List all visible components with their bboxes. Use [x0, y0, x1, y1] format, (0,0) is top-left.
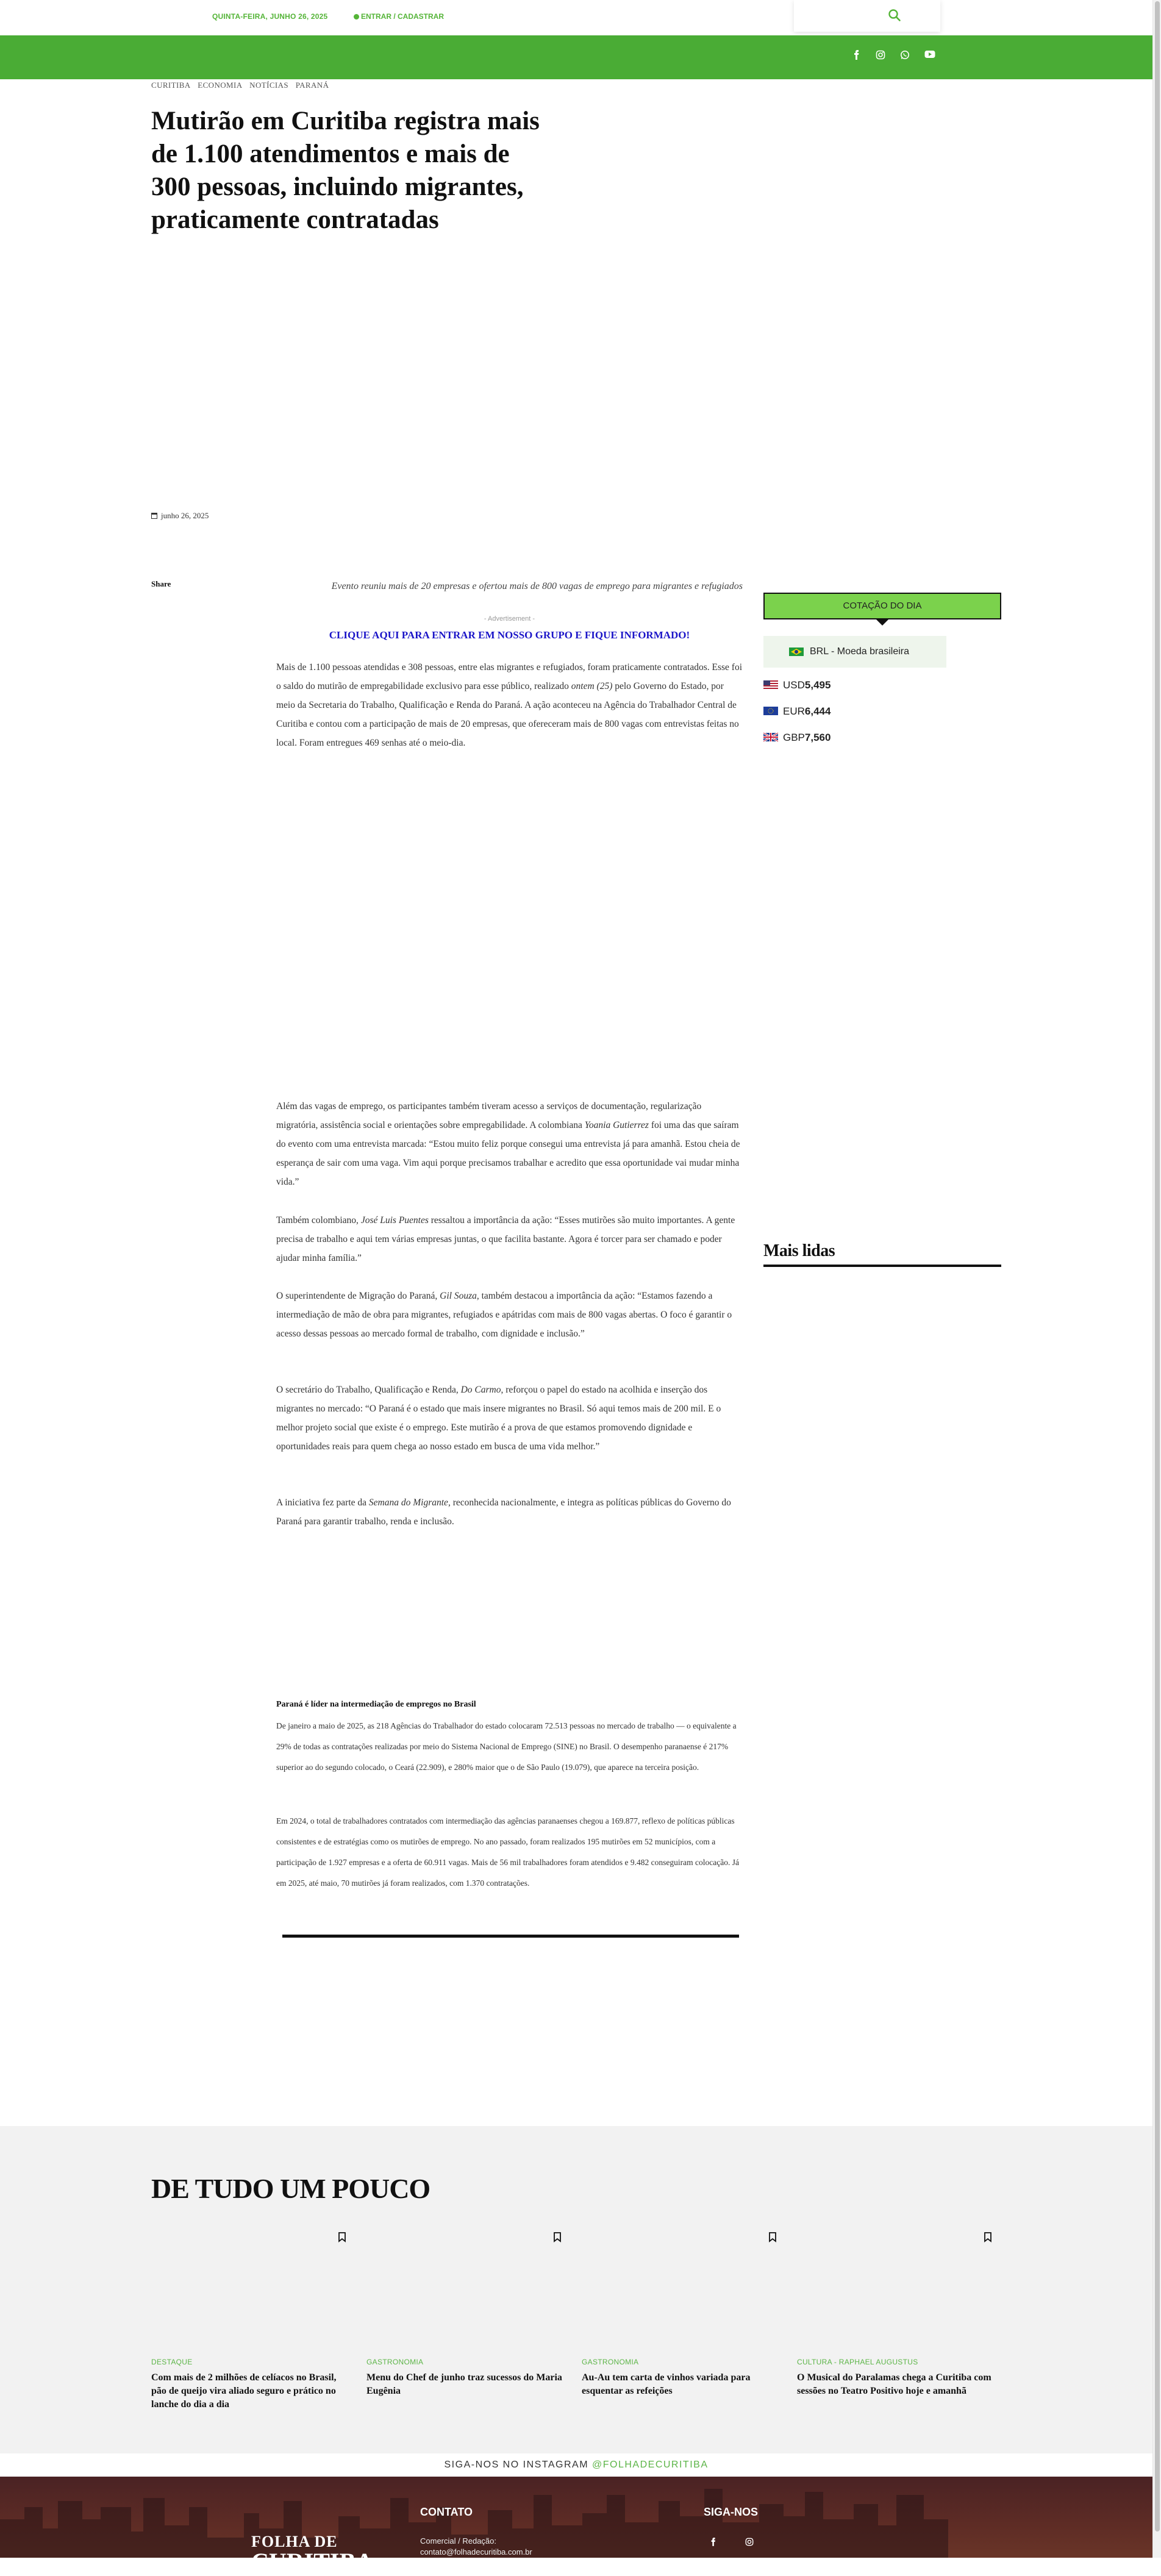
page-scrollbar[interactable]: [1152, 0, 1161, 2558]
currency-code: EUR: [783, 705, 805, 717]
login-label: ENTRAR / CADASTRAR: [361, 12, 444, 21]
join-group-link[interactable]: CLIQUE AQUI PARA ENTRAR EM NOSSO GRUPO E FIQUE INFORMADO!: [329, 629, 690, 641]
header-notch: [876, 619, 888, 626]
card-category[interactable]: CULTURA - RAPHAEL AUGUSTUS: [797, 2358, 918, 2366]
login-link[interactable]: [354, 12, 444, 21]
instagram-icon[interactable]: [745, 2538, 754, 2549]
bookmark-icon[interactable]: [984, 2232, 992, 2242]
share-label[interactable]: Share: [151, 579, 171, 588]
contact-heading: CONTATO: [420, 2506, 473, 2518]
search-box[interactable]: [794, 0, 940, 32]
related-heading: DE TUDO UM POUCO: [151, 2173, 430, 2204]
card-thumbnail[interactable]: [151, 2225, 352, 2347]
current-date: QUINTA-FEIRA, JUNHO 26, 2025: [212, 12, 328, 21]
category-link[interactable]: PARANÁ: [295, 80, 329, 90]
article-title: Mutirão em Curitiba registra mais de 1.100 atendimentos e mais de 300 pessoas, incluindo migrantes, praticamente contratadas: [151, 107, 540, 234]
base-currency-selector[interactable]: [763, 636, 946, 668]
bookmark-icon[interactable]: [338, 2232, 346, 2242]
related-card[interactable]: [151, 2225, 352, 2411]
article-end-divider: [282, 1935, 739, 1938]
card-title[interactable]: Com mais de 2 milhões de celíacos no Brasil, pão de queijo vira aliado seguro e prático no lanche do dia a dia: [151, 2372, 337, 2410]
uk-flag-icon: [763, 733, 778, 741]
card-title[interactable]: Menu do Chef de junho traz sucessos do Maria Eugênia: [366, 2372, 562, 2396]
card-category[interactable]: GASTRONOMIA: [582, 2358, 639, 2366]
related-card[interactable]: [797, 2225, 998, 2398]
article-paragraph: O secretário do Trabalho, Qualificação e Renda, Do Carmo, reforçou o papel do estado na acolhida e inserção dos migrantes no mercado: “O Paraná é o estado que mais insere migrantes no Brasil. Só aqui temos mais de 200 mil. E o melhor projeto social que existe é o emprego. Este mutirão é a prova de que estamos promovendo dignidade e oportunidades reais para quem chega ao nosso estado em busca de uma vida melhor.”: [276, 1385, 721, 1452]
exchange-rates-title: COTAÇÃO DO DIA: [843, 601, 922, 611]
article-paragraph: Mais de 1.100 pessoas atendidas e 308 pessoas, entre elas migrantes e refugiados, foram praticamente contratados. Esse foi o saldo do mutirão de empregabilidade exclusivo para esse público, realizado ontem (25) pelo Governo do Estado, por meio da Secretaria do Trabalho, Qualificação e Renda do Paraná. A ação aconteceu na Agência do Trabalhador Central de Curitiba e contou com a participação de mais de 20 empresas, que ofereceram mais de 800 vagas com entrevistas feitas no local. Foram entregues 469 senhas até o meio-dia.: [276, 662, 742, 748]
contact-email-link[interactable]: contato@folhadecuritiba.com.br: [420, 2547, 532, 2556]
related-card[interactable]: [366, 2225, 568, 2398]
card-thumbnail[interactable]: [366, 2225, 568, 2347]
bookmark-icon[interactable]: [553, 2232, 562, 2242]
most-read-divider: [763, 1265, 1001, 1267]
top-bar: [0, 0, 1152, 35]
card-title[interactable]: O Musical do Paralamas chega a Curitiba com sessões no Teatro Positivo hoje e amanhã: [797, 2372, 991, 2396]
currency-value: 7,560: [804, 732, 831, 743]
category-link[interactable]: CURITIBA: [151, 80, 191, 90]
city-skyline-illustration: [0, 2477, 1152, 2558]
follow-heading: SIGA-NOS: [704, 2506, 759, 2518]
user-icon: [354, 14, 359, 20]
article-paragraph: Também colombiano, José Luis Puentes ressaltou a importância da ação: “Esses mutirões são muito importantes. A gente precisa de trabalho e aqui tem várias empresas juntas, o que facilita bastante. Agora é torcer para ser chamado e poder ajudar minha família.”: [276, 1215, 735, 1263]
logo-line: CURITIBA: [251, 2548, 374, 2575]
category-link[interactable]: NOTÍCIAS: [249, 80, 289, 90]
article-paragraph: Em 2024, o total de trabalhadores contratados com intermediação das agências paranaenses chegou a 169.877, reflexo de políticas públicas consistentes e de estratégias como os mutirões de emprego. No ano passado, foram realizados 195 mutirões em 52 municípios, com a participação de 1.927 empresas e a oferta de 60.911 vagas. Mais de 56 mil trabalhadores foram atendidos e 9.482 conseguiram colocação. Já em 2025, até maio, 70 mutirões já foram realizados, com 1.370 contratações.: [276, 1816, 739, 1888]
article-subtitle: Evento reuniu mais de 20 empresas e ofertou mais de 800 vagas de emprego para migrantes e refugiados: [331, 581, 743, 591]
card-category[interactable]: DESTAQUE: [151, 2358, 193, 2366]
most-read-heading: Mais lidas: [763, 1241, 835, 1260]
advertisement-label: - Advertisement -: [484, 615, 535, 623]
rate-row: [763, 705, 831, 718]
card-category[interactable]: GASTRONOMIA: [366, 2358, 424, 2366]
scrollbar-thumb[interactable]: [1155, 1, 1160, 2531]
card-thumbnail[interactable]: [797, 2225, 998, 2347]
exchange-rates-header: [763, 593, 1001, 619]
eu-flag-icon: [763, 707, 778, 715]
contact-label: Comercial / Redação:: [420, 2536, 496, 2546]
base-currency-label: BRL - Moeda brasileira: [810, 646, 910, 657]
us-flag-icon: [763, 680, 778, 689]
instagram-handle-link[interactable]: @FOLHADECURITIBA: [592, 2460, 709, 2470]
article-paragraph: Além das vagas de emprego, os participantes também tiveram acesso a serviços de documentação, regularização migratória, assistência social e orientações sobre empregabilidade. A colombiana Yoania Gutierrez foi uma das que saíram do evento com uma entrevista marcada: “Estou muito feliz porque consegui uma entrevista já para amanhã. Estou cheia de esperança de sair com uma vaga. Vim aqui porque precisamos trabalhar e acredito que essa oportunidade vai mudar minha vida.”: [276, 1101, 740, 1187]
facebook-icon[interactable]: [710, 2538, 717, 2549]
search-icon[interactable]: [888, 9, 901, 22]
instagram-strip: [0, 2453, 1152, 2477]
currency-code: USD: [783, 679, 805, 691]
footer-logo[interactable]: [251, 2533, 373, 2576]
whatsapp-icon[interactable]: [900, 50, 910, 60]
main-navigation: [0, 35, 1152, 79]
post-date: [151, 511, 209, 521]
article-paragraph: De janeiro a maio de 2025, as 218 Agências do Trabalhador do estado colocaram 72.513 pessoas no mercado de trabalho — o equivalente a 29% de todas as contratações realizadas por meio do Sistema Nacional de Emprego (SINE) no Brasil. O desempenho paranaense é 217% superior ao do segundo colocado, o Ceará (22.909), e 280% maior que o de São Paulo (19.079), que aparece na terceira posição.: [276, 1721, 737, 1772]
instagram-label: SIGA-NOS NO INSTAGRAM: [444, 2460, 592, 2470]
youtube-icon[interactable]: [924, 50, 935, 59]
footer: [0, 2477, 1152, 2575]
logo-line: FOLHA DE: [251, 2533, 338, 2550]
section-subheading: Paraná é líder na intermediação de empregos no Brasil: [276, 1700, 476, 1709]
currency-code: GBP: [783, 732, 805, 743]
currency-value: 6,444: [804, 705, 831, 717]
facebook-icon[interactable]: [852, 50, 861, 60]
calendar-icon: [151, 513, 157, 519]
brazil-flag-icon: [789, 648, 804, 656]
rate-row: [763, 732, 831, 744]
article-paragraph: A iniciativa fez parte da Semana do Migrante, reconhecida nacionalmente, e integra as políticas públicas do Governo do Paraná para garantir trabalho, renda e inclusão.: [276, 1497, 731, 1527]
instagram-icon[interactable]: [876, 50, 885, 60]
breadcrumb-categories: [151, 80, 334, 90]
currency-value: 5,495: [804, 679, 831, 691]
article-paragraph: O superintendente de Migração do Paraná, Gil Souza, também destacou a importância da ação: “Estamos fazendo a intermediação de mão de obra para migrantes, refugiados e apátridas com mais de 800 vagas abertas. O foco é garantir o acesso dessas pessoas ao mercado formal de trabalho, com dignidade e inclusão.”: [276, 1291, 732, 1339]
post-date-text: junho 26, 2025: [161, 511, 209, 520]
rate-row: [763, 679, 831, 691]
related-card[interactable]: [582, 2225, 783, 2398]
category-link[interactable]: ECONOMIA: [198, 80, 243, 90]
bookmark-icon[interactable]: [768, 2232, 777, 2242]
related-section: [0, 2126, 1152, 2453]
card-title[interactable]: Au-Au tem carta de vinhos variada para esquentar as refeições: [582, 2372, 751, 2396]
card-thumbnail[interactable]: [582, 2225, 783, 2347]
